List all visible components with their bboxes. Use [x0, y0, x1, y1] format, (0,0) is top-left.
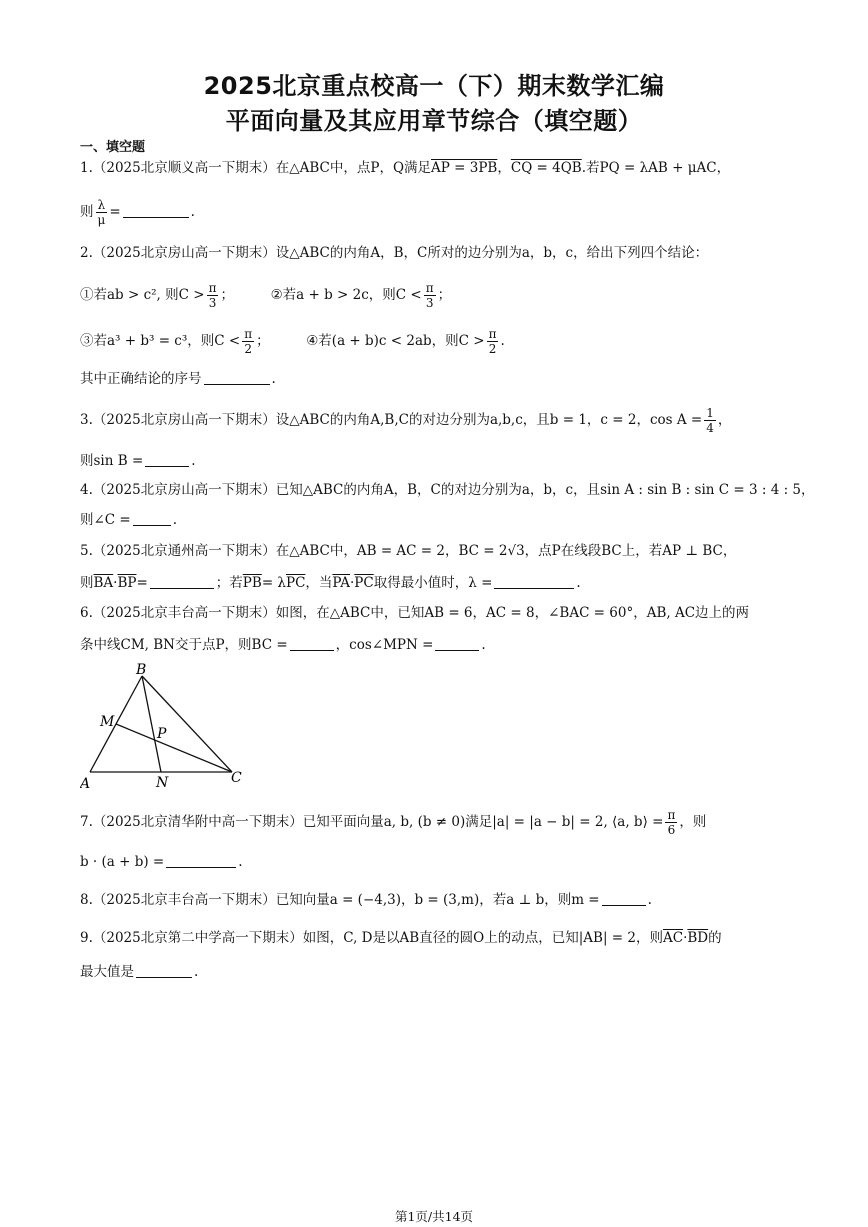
- point-label-n: N: [156, 775, 169, 790]
- answer-blank[interactable]: [166, 853, 236, 868]
- point-label-p: P: [157, 726, 167, 742]
- point-label-m: M: [100, 714, 115, 730]
- answer-blank[interactable]: [602, 891, 646, 906]
- question-7-line-2: b · (a + b) = .: [80, 854, 243, 870]
- answer-blank[interactable]: [204, 370, 270, 385]
- answer-blank[interactable]: [123, 203, 189, 218]
- question-2-conclusions-3-4: ③若a³ + b³ = c³，则C < $\frac{\pi}{2}$ ； ④若(a + b)c < 2ab，则C > $\frac{\pi}{2}$ .: [80, 327, 505, 356]
- question-2-line-1: 2.（2025北京房山高一下期末）设△ABC的内角A，B，C所对的边分别为a，b，c，给出下列四个结论：: [80, 245, 709, 261]
- answer-blank[interactable]: [435, 636, 479, 651]
- question-1-line-1: 1.（2025北京顺义高一下期末）在△ABC中，点P，Q满足AP = 3PB，CQ = 4QB.若PQ = λAB + μAC，: [80, 160, 731, 176]
- answer-blank[interactable]: [494, 574, 574, 589]
- document-title: 2025北京重点校高一（下）期末数学汇编: [203, 72, 665, 100]
- document-subtitle: 平面向量及其应用章节综合（填空题）: [225, 107, 643, 135]
- answer-blank[interactable]: [290, 636, 334, 651]
- question-4-line-1: 4.（2025北京房山高一下期末）已知△ABC的内角A，B，C的对边分别为a，b，c，且sin A : sin B : sin C = 3 : 4 : 5，: [80, 482, 815, 498]
- question-5-line-1: 5.（2025北京通州高一下期末）在△ABC中，AB = AC = 2，BC = 2√3，点P在线段BC上，若AP ⊥ BC，: [80, 543, 737, 559]
- question-5-line-2: 则$\overline{BA}\cdot\overline{BP}=$ ；若$\overline{PB}= \lambda\overline{PC}$，当$\overline{PA}\cdot\overline{PC}$取得最小值时，λ = .: [80, 575, 581, 591]
- question-6-line-1: 6.（2025北京丰台高一下期末）如图，在△ABC中，已知AB = 6，AC = 8，∠BAC = 60°，AB, AC边上的两: [80, 605, 750, 621]
- question-3-line-1: 3.（2025北京房山高一下期末）设△ABC的内角A,B,C的对边分别为a,b,c，且b = 1，c = 2，cos A = $\frac{1}{4}$ ，: [80, 406, 732, 435]
- question-9-line-1: 9.（2025北京第二中学高一下期末）如图，C, D是以AB直径的圆O上的动点，已知|AB| = 2，则$\overline{AC}\cdot\overline{BD}$的: [80, 930, 722, 946]
- question-1-line-2: 则 $\frac{\lambda}{\mu}$ = .: [80, 198, 195, 227]
- answer-blank[interactable]: [150, 574, 214, 589]
- vertex-label-c: C: [231, 770, 242, 786]
- answer-blank[interactable]: [133, 511, 171, 526]
- question-4-line-2: 则∠C = .: [80, 512, 178, 528]
- section-heading: 一、填空题: [80, 140, 146, 155]
- answer-blank[interactable]: [136, 963, 192, 978]
- question-7-line-1: 7.（2025北京清华附中高一下期末）已知平面向量a, b, (b ≠ 0)满足|a| = |a − b| = 2, ⟨a, b⟩ = $\frac{\pi}{6}$ ，则: [80, 808, 707, 837]
- question-9-line-2: 最大值是 .: [80, 964, 199, 980]
- triangle-figure: [80, 660, 260, 790]
- question-2-conclusions-1-2: ①若ab > c², 则C > $\frac{\pi}{3}$ ； ②若a + b > 2c，则C < $\frac{\pi}{3}$ ；: [80, 281, 452, 310]
- vertex-label-b: B: [136, 662, 147, 678]
- page-footer: 第1页/共14页: [394, 1209, 474, 1224]
- question-8: 8.（2025北京丰台高一下期末）已知向量a = (−4,3)，b = (3,m)，若a ⊥ b，则m = .: [80, 892, 652, 908]
- question-2-line-4: 其中正确结论的序号 .: [80, 371, 276, 387]
- fraction: $\frac{\lambda}{\mu}$: [97, 198, 106, 227]
- question-3-line-2: 则sin B = .: [80, 453, 196, 469]
- answer-blank[interactable]: [145, 452, 189, 467]
- question-6-line-2: 条中线CM, BN交于点P，则BC = ，cos∠MPN = .: [80, 637, 486, 653]
- vertex-label-a: A: [80, 776, 91, 790]
